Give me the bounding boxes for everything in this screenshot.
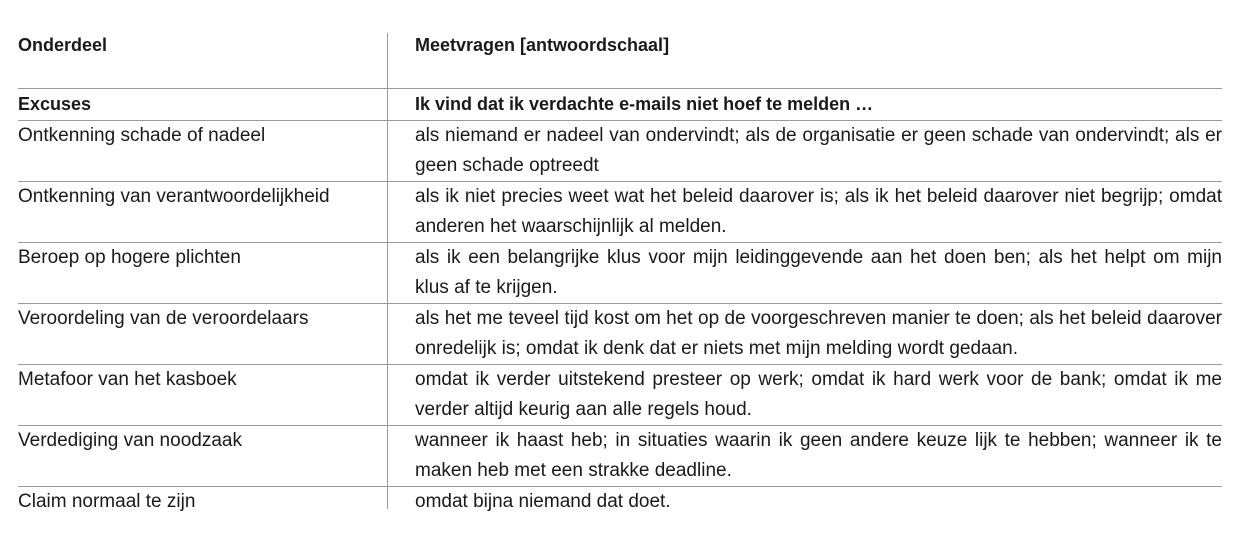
- row-text: omdat bijna niemand dat doet.: [415, 491, 671, 512]
- table-row: [18, 242, 1222, 303]
- row-text: wanneer ik haast heb; in situaties waarin ik geen andere keuze lijk te hebben; wanneer ik te maken heb met een strakke deadline.: [415, 430, 1222, 481]
- section-question: Ik vind dat ik verdachte e-mails niet hoef te melden …: [415, 94, 874, 114]
- section-row-excuses: [18, 88, 1222, 120]
- row-text: omdat ik verder uitstekend presteer op werk; omdat ik hard werk voor de bank; omdat ik me verder altijd keurig aan alle regels houd.: [415, 369, 1222, 420]
- table-row: [18, 425, 1222, 486]
- row-label: Beroep op hogere plichten: [18, 247, 241, 268]
- row-text: als ik een belangrijke klus voor mijn leidinggevende aan het doen ben; als het helpt om mijn klus af te krijgen.: [415, 247, 1222, 298]
- row-text: als niemand er nadeel van ondervindt; als de organisatie er geen schade van ondervindt; als er geen schade optreedt: [415, 125, 1222, 176]
- row-text: als ik niet precies weet wat het beleid daarover is; als ik het beleid daarover niet begrijp; omdat anderen het waarschijnlijk al melden.: [415, 186, 1222, 237]
- row-label: Veroordeling van de veroordelaars: [18, 308, 309, 329]
- row-label: Ontkenning schade of nadeel: [18, 125, 266, 146]
- table-row: [18, 303, 1222, 364]
- table-row: [18, 364, 1222, 425]
- row-label: Claim normaal te zijn: [18, 491, 196, 512]
- row-label: Ontkenning van verantwoordelijkheid: [18, 186, 330, 207]
- header-meetvragen: Meetvragen [antwoordschaal]: [415, 35, 670, 55]
- table-row: [18, 486, 1222, 517]
- table-row: [18, 181, 1222, 242]
- table-row: [18, 120, 1222, 181]
- table-header: [18, 33, 1222, 88]
- header-onderdeel: Onderdeel: [18, 35, 108, 55]
- section-label: Excuses: [18, 94, 92, 114]
- excuses-table: [18, 33, 1222, 517]
- row-label: Metafoor van het kasboek: [18, 369, 237, 390]
- row-text: als het me teveel tijd kost om het op de voorgeschreven manier te doen; als het beleid daarover onredelijk is; omdat ik denk dat er niets met mijn melding wordt gedaan.: [415, 308, 1222, 359]
- row-label: Verdediging van noodzaak: [18, 430, 242, 451]
